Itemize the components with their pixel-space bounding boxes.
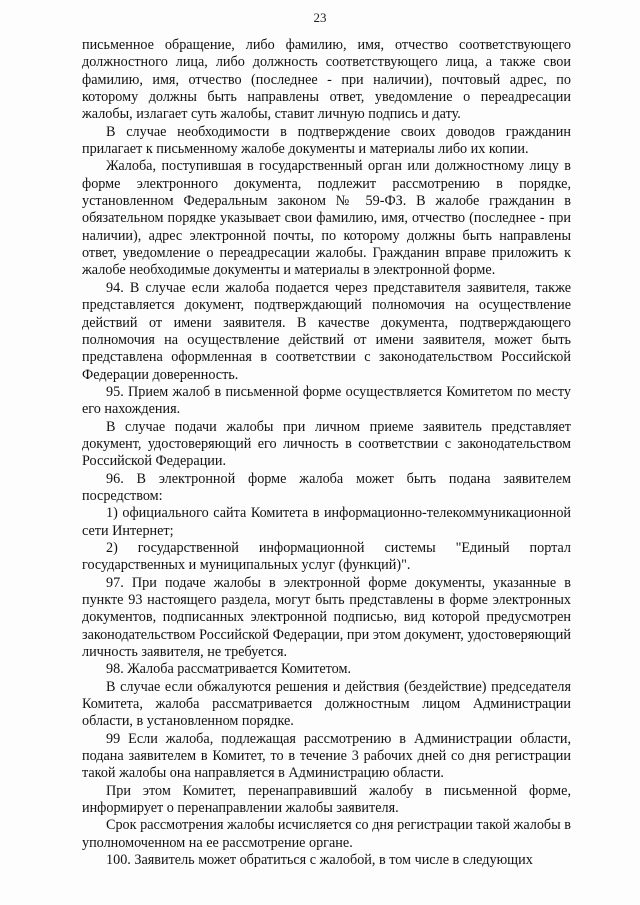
list-item-official-site: 1) официального сайта Комитета в информационно-телекоммуникационной сети Интернет;: [82, 505, 571, 539]
paragraph-attachments: В случае необходимости в подтверждение своих доводов гражданин прилагает к письменному жалобе документы и материалы либо их копии.: [82, 123, 571, 158]
paragraph-chairman-appeal: В случае если обжалуются решения и действия (бездействие) председателя Комитета, жалоба рассматривается должностным лицом Администрации области, в установленном порядке.: [82, 678, 571, 730]
paragraph-97-electronic-documents: 97. При подаче жалобы в электронной форме документы, указанные в пункте 93 настоящего раздела, могут быть представлены в форме электронных документов, подписанных электронной подписью, вид которой предусмотрен законодательством Российской Федерации, при этом документ, удостоверяющий личность заявителя, не требуется.: [82, 574, 571, 661]
paragraph-review-term: Срок рассмотрения жалобы исчисляется со дня регистрации такой жалобы в уполномоченном на ее рассмотрение органе.: [82, 817, 571, 851]
paragraph-95-written-complaints: 95. Прием жалоб в письменной форме осуществляется Комитетом по месту его нахождения.: [82, 383, 571, 418]
paragraph-98-committee: 98. Жалоба рассматривается Комитетом.: [106, 661, 352, 678]
list-item-unified-portal: 2) государственной информационной системы "Единый портал государственных и муниципальных услуг (функций)".: [82, 539, 571, 574]
paragraph-96-electronic-form: 96. В электронной форме жалоба может быть подана заявителем посредством:: [82, 470, 571, 504]
paragraph-personal-reception: В случае подачи жалобы при личном приеме заявитель представляет документ, удостоверяющий его личность в соответствии с законодательством Российской Федерации.: [82, 418, 571, 470]
paragraph-99-redirect: 99 Если жалоба, подлежащая рассмотрению в Администрации области, подана заявителем в Комитет, то в течение 3 рабочих дней со дня регистрации такой жалобы она направляется в Администрацию области.: [82, 730, 571, 782]
page-number: 23: [313, 10, 327, 25]
document-body: [82, 37, 571, 870]
paragraph-redirect-notice: При этом Комитет, перенаправивший жалобу в письменной форме, информирует о перенаправлении жалобы заявителя.: [82, 782, 571, 817]
paragraph-94-representative: 94. В случае если жалоба подается через представителя заявителя, также представляется документ, подтверждающий полномочия на осуществление действий от имени заявителя. В качестве документа, подтверждающего полномочия на осуществление действий от имени заявителя, может быть представлена оформленная в соответствии с законодательством Российской Федерации доверенность.: [82, 279, 571, 383]
paragraph-100-cases: 100. Заявитель может обратиться с жалобой, в том числе в следующих: [106, 852, 533, 869]
paragraph-continuation: письменное обращение, либо фамилию, имя, отчество соответствующего должностного лица, либо должность соответствующего лица, а также свои фамилию, имя, отчество (последнее - при наличии), почтовый адрес, по которому должны быть направлены ответ, уведомление о переадресации жалобы, излагает суть жалобы, ставит личную подпись и дату.: [82, 37, 571, 123]
paragraph-electronic-complaint: Жалоба, поступившая в государственный орган или должностному лицу в форме электронного документа, подлежит рассмотрению в порядке, установленном Федеральным законом № 59-ФЗ. В жалобе гражданин в обязательном порядке указывает свои фамилию, имя, отчество (последнее - при наличии), адрес электронной почты, по которому должны быть направлены ответ, уведомление о переадресации жалобы. Гражданин вправе приложить к жалобе необходимые документы и материалы в электронной форме.: [82, 158, 571, 279]
